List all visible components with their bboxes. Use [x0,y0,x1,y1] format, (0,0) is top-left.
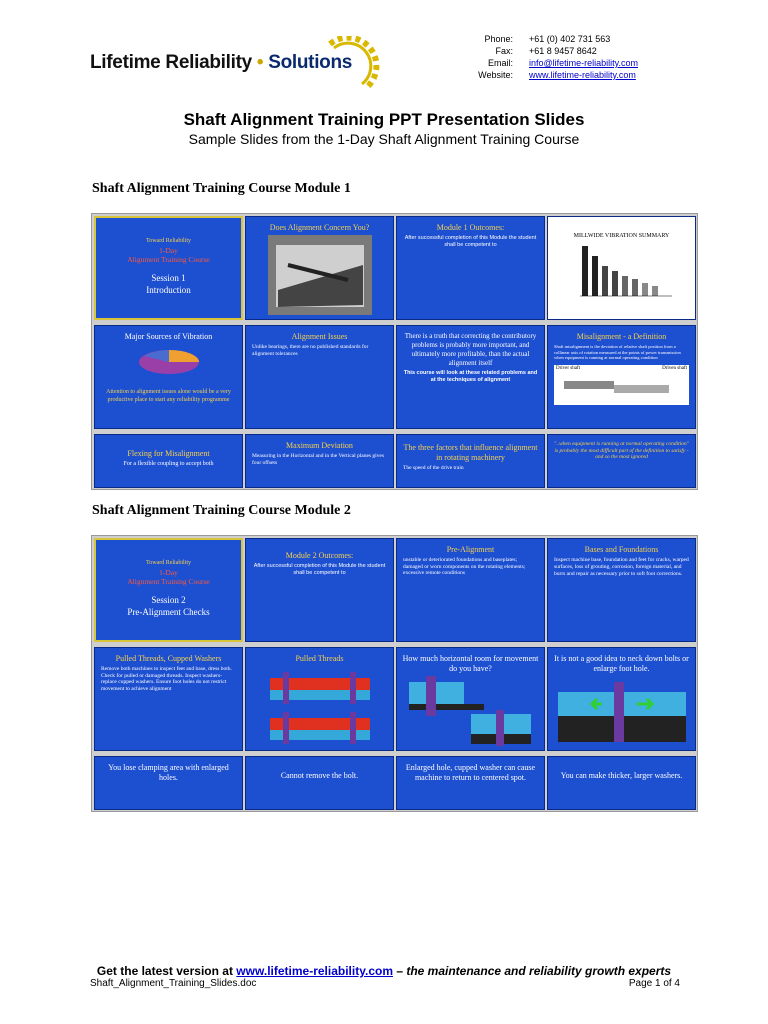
module2-slide-4[interactable] [547,538,696,642]
slide-body: Inspect machine base, foundation and feet for cracks, warped surfaces, loss of grouting, corrosion, foreign material, and burrs and repair as necessary prior to soft foot corrections. [554,557,689,577]
module2-slide-12[interactable] [547,756,696,810]
gear-icon [322,36,382,100]
slide-text: Session 1 [151,273,186,283]
pie-chart-image [109,342,229,382]
email-link[interactable]: info@lifetime-reliability.com [529,58,638,68]
module1-slide-5[interactable] [94,325,243,429]
logo-word-solutions: Solutions [268,52,353,73]
slide-title: "..when equipment is running at normal operating condition" is probably the most difficult part of the definition to satisfy - and so the most ignored [554,441,689,460]
slide-title: How much horizontal room for movement do you have? [402,654,539,673]
footer-promo [0,964,768,978]
contact-block [455,33,638,81]
bar-chart-image [562,241,682,301]
module2-slide-2[interactable] [245,538,394,642]
slide-body: The speed of the drive train [403,465,464,471]
module1-slide-7[interactable] [396,325,545,429]
slide-title: Bases and Foundations [584,545,659,554]
module1-slide-4[interactable] [547,216,696,320]
module1-slide-8[interactable] [547,325,696,429]
slide-body: Attention to alignment issues alone would be a very productive place to start any reliability programme [106,389,231,403]
company-logo [86,36,386,100]
website-link[interactable]: www.lifetime-reliability.com [529,70,636,80]
slide-body: unstable or deteriorated foundations and baseplates; damaged or worn components on the rotating elements; excessive remote conditions [403,557,526,576]
module2-slide-8[interactable] [547,647,696,751]
fax-label: Fax: [495,46,513,56]
slide-title: Module 2 Outcomes: [285,551,354,560]
diagram-label: Driven shaft [662,365,687,371]
page-number: Page 1 of 4 [628,978,680,989]
slide-text: Pre-Alignment Checks [127,607,210,617]
footer-tagline: – the maintenance and reliability growth experts [393,964,672,978]
slide-title: Misalignment - a Definition [576,332,667,341]
module2-slide-6[interactable] [245,647,394,751]
slide-title: Module 1 Outcomes: [436,223,505,232]
page-title: Shaft Alignment Training PPT Presentation Slides [183,110,585,129]
footer-meta [90,978,680,989]
slide-body: Measuring in the Horizontal and in the Vertical planes gives four offsets [252,453,385,466]
module1-slide-2[interactable] [245,216,394,320]
slide-title: It is not a good idea to neck down bolts or enlarge foot hole. [554,654,689,673]
module2-slide-11[interactable] [396,756,545,810]
module2-slide-7[interactable] [396,647,545,751]
slide-title: There is a truth that correcting the contributory problems is probably more important, and ultimately more profitable, than the actual alignment itself [404,332,537,367]
module2-heading: Shaft Alignment Training Course Module 2 [92,503,351,518]
page-subtitle: Sample Slides from the 1-Day Shaft Alignment Training Course [188,131,580,147]
slide-title: Pulled Threads, Cupped Washers [115,654,222,663]
slide-body: This course will look at these related problems and at the techniques of alignment [403,370,538,383]
photo-image [268,235,372,315]
slide-body: Unlike bearings, there are no published standards for alignment tolerances [252,344,369,357]
slide-title: Cannot remove the bolt. [280,771,359,780]
slide-body: For a flexible coupling to accept both [123,461,214,467]
slide-body: After successful completion of this Module the student shall be competent to [404,235,537,248]
slide-title: Maximum Deviation [286,441,353,450]
slide-title: Does Alignment Concern You? [269,223,370,232]
slide-text: 1-Day [159,246,178,255]
module1-slide-9[interactable] [94,434,243,488]
slide-text: 1-Day [159,568,178,577]
slide-body: Remove both machines to inspect feet and base, dress both. Check for pulled or damaged threads. Inspect washers-replace cupped washers. Ensure foot holes do not restrict movement to achieve alignment [101,666,232,692]
slide-text: Introduction [146,285,191,295]
horizontal-room-diagram [401,674,541,749]
module2-slide-5[interactable] [94,647,243,751]
document-filename: Shaft_Alignment_Training_Slides.doc [90,978,257,989]
slide-title: You can make thicker, larger washers. [560,771,683,780]
module2-slide-grid [91,535,698,812]
module1-slide-12[interactable] [547,434,696,488]
slide-title: Alignment Issues [291,332,348,341]
phone-value: +61 (0) 402 731 563 [529,34,611,44]
slide-title: Pulled Threads [295,654,344,663]
diagram-label: Driver shaft [556,365,581,371]
slide-title: The three factors that influence alignment in rotating machinery [403,443,538,462]
email-label: Email: [487,58,513,68]
slide-text: Session 2 [151,595,186,605]
module2-slide-3[interactable] [396,538,545,642]
logo-text [90,52,352,74]
fax-value: +61 8 9457 8642 [529,46,597,56]
slide-title: Pre-Alignment [446,545,495,554]
misalignment-diagram [554,365,689,405]
module1-slide-3[interactable] [396,216,545,320]
slide-body: Shaft misalignment is the deviation of relative shaft position from a collinear axis of rotation measured at the points of power transmission when equipment is running at normal operating condition [554,344,681,360]
module1-slide-6[interactable] [245,325,394,429]
slide-text: Alignment Training Course [127,255,210,264]
slide-body: After successful completion of this Module the student shall be competent to [253,563,386,576]
module2-slide-9[interactable] [94,756,243,810]
module1-slide-1[interactable] [94,216,243,320]
module2-slide-10[interactable] [245,756,394,810]
slide-text: Alignment Training Course [127,577,210,586]
website-label: Website: [478,70,513,80]
phone-label: Phone: [484,34,513,44]
slide-title: Enlarged hole, cupped washer can cause machine to return to centered spot. [405,763,536,782]
module1-slide-11[interactable] [396,434,545,488]
slide-title: Toward Reliability [145,238,192,244]
slide-title: You lose clamping area with enlarged holes. [108,763,229,782]
foot-hole-diagram [552,674,692,749]
footer-website-link[interactable]: www.lifetime-reliability.com [236,964,393,978]
module2-slide-1[interactable] [94,538,243,642]
slide-title: MILLWIDE VIBRATION SUMMARY [573,233,670,239]
slide-title: Major Sources of Vibration [124,332,213,341]
module1-heading: Shaft Alignment Training Course Module 1 [92,181,351,196]
module1-slide-grid [91,213,698,490]
footer-lead-text: Get the latest version at [96,964,237,978]
slide-title: Flexing for Misalignment [127,449,210,458]
module1-slide-10[interactable] [245,434,394,488]
pulled-threads-diagram [255,664,385,749]
logo-word-lifetime: Lifetime Reliability [90,52,252,73]
slide-title: Toward Reliability [145,560,192,566]
logo-dot: • [256,52,264,73]
